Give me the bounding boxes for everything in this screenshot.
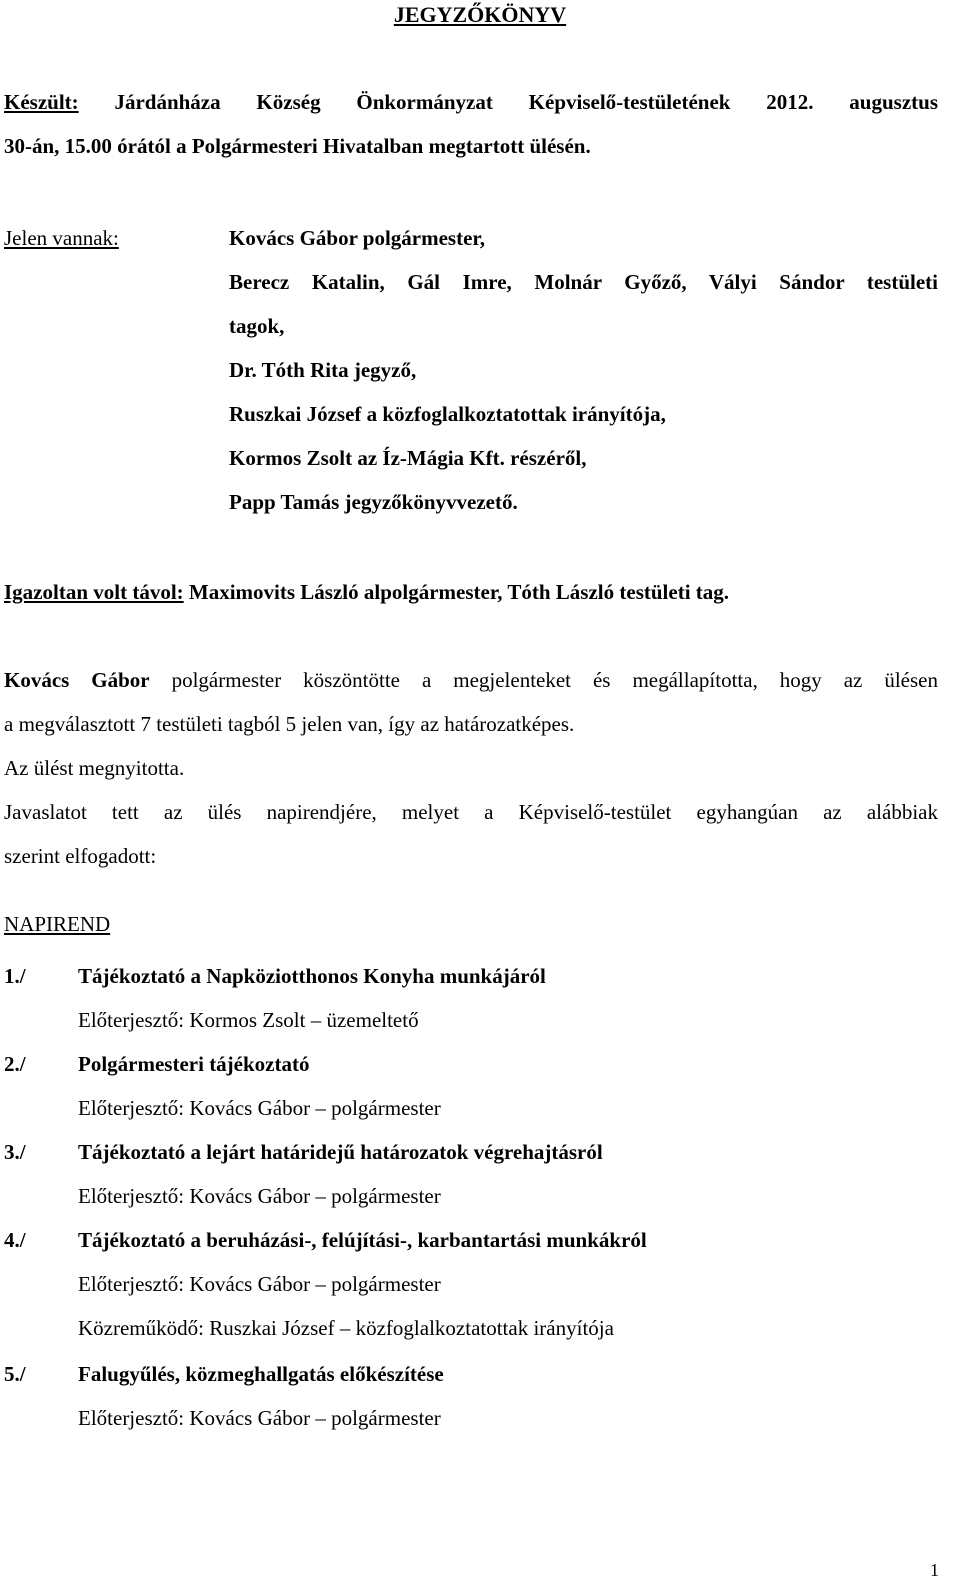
document-title: JEGYZŐKÖNYV bbox=[393, 2, 567, 27]
agenda-presenter: Előterjesztő: Kovács Gábor – polgármester bbox=[78, 1096, 441, 1120]
intro-line-5: szerint elfogadott: bbox=[4, 844, 157, 868]
agenda-title: Polgármesteri tájékoztató bbox=[78, 1052, 310, 1076]
agenda-heading: NAPIREND bbox=[4, 912, 111, 936]
absent-text: Maximovits László alpolgármester, Tóth László testületi tag. bbox=[188, 580, 730, 604]
mayor-name: Kovács Gábor bbox=[4, 668, 150, 692]
attendee-line: Kormos Zsolt az Íz-Mágia Kft. részéről, bbox=[229, 446, 587, 470]
intro-line-2: a megválasztott 7 testületi tagból 5 jelen van, így az határozatképes. bbox=[4, 712, 575, 736]
agenda-contributor: Közreműködő: Ruszkai József – közfoglalkoztatottak irányítója bbox=[78, 1316, 614, 1340]
agenda-presenter: Előterjesztő: Kormos Zsolt – üzemeltető bbox=[78, 1008, 419, 1032]
agenda-number: 4./ bbox=[4, 1228, 26, 1252]
attendee-line: Kovács Gábor polgármester, bbox=[229, 226, 486, 250]
agenda-number: 5./ bbox=[4, 1362, 26, 1386]
agenda-number: 1./ bbox=[4, 964, 26, 988]
attendee-line: Dr. Tóth Rita jegyző, bbox=[229, 358, 417, 382]
attendee-line: Papp Tamás jegyzőkönyvvezető. bbox=[229, 490, 518, 514]
agenda-number: 3./ bbox=[4, 1140, 26, 1164]
intro-text-1: polgármester köszöntötte a megjelenteket és megállapította, hogy az ülésen bbox=[171, 668, 938, 692]
intro-line-1 bbox=[4, 668, 938, 692]
jelen-label: Jelen vannak: bbox=[4, 226, 119, 250]
agenda-title: Tájékoztató a lejárt határidejű határozatok végrehajtásról bbox=[78, 1140, 603, 1164]
intro-line-4: Javaslatot tett az ülés napirendjére, melyet a Képviselő-testület egyhangúan az alábbiak bbox=[4, 800, 938, 824]
keszult-label: Készült: bbox=[4, 90, 79, 114]
attendee-line: Berecz Katalin, Gál Imre, Molnár Győző, Vályi Sándor testületi bbox=[229, 270, 938, 294]
absent-line bbox=[4, 580, 729, 604]
attendee-line: tagok, bbox=[229, 314, 285, 338]
absent-label: Igazoltan volt távol: bbox=[4, 580, 184, 604]
keszult-line-1 bbox=[4, 90, 938, 114]
page-number: 1 bbox=[930, 1560, 939, 1580]
agenda-title: Tájékoztató a beruházási-, felújítási-, karbantartási munkákról bbox=[78, 1228, 647, 1252]
agenda-title: Falugyűlés, közmeghallgatás előkészítése bbox=[78, 1362, 444, 1386]
attendee-line: Ruszkai József a közfoglalkoztatottak irányítója, bbox=[229, 402, 666, 426]
agenda-title: Tájékoztató a Napköziotthonos Konyha munkájáról bbox=[78, 964, 546, 988]
agenda-presenter: Előterjesztő: Kovács Gábor – polgármester bbox=[78, 1272, 441, 1296]
keszult-text-1: Járdánháza Község Önkormányzat Képviselő-testületének 2012. augusztus bbox=[114, 90, 938, 114]
agenda-presenter: Előterjesztő: Kovács Gábor – polgármester bbox=[78, 1184, 441, 1208]
keszult-line-2: 30-án, 15.00 órától a Polgármesteri Hivatalban megtartott ülésén. bbox=[4, 134, 591, 158]
agenda-presenter: Előterjesztő: Kovács Gábor – polgármester bbox=[78, 1406, 441, 1430]
agenda-number: 2./ bbox=[4, 1052, 26, 1076]
intro-line-3: Az ülést megnyitotta. bbox=[4, 756, 185, 780]
